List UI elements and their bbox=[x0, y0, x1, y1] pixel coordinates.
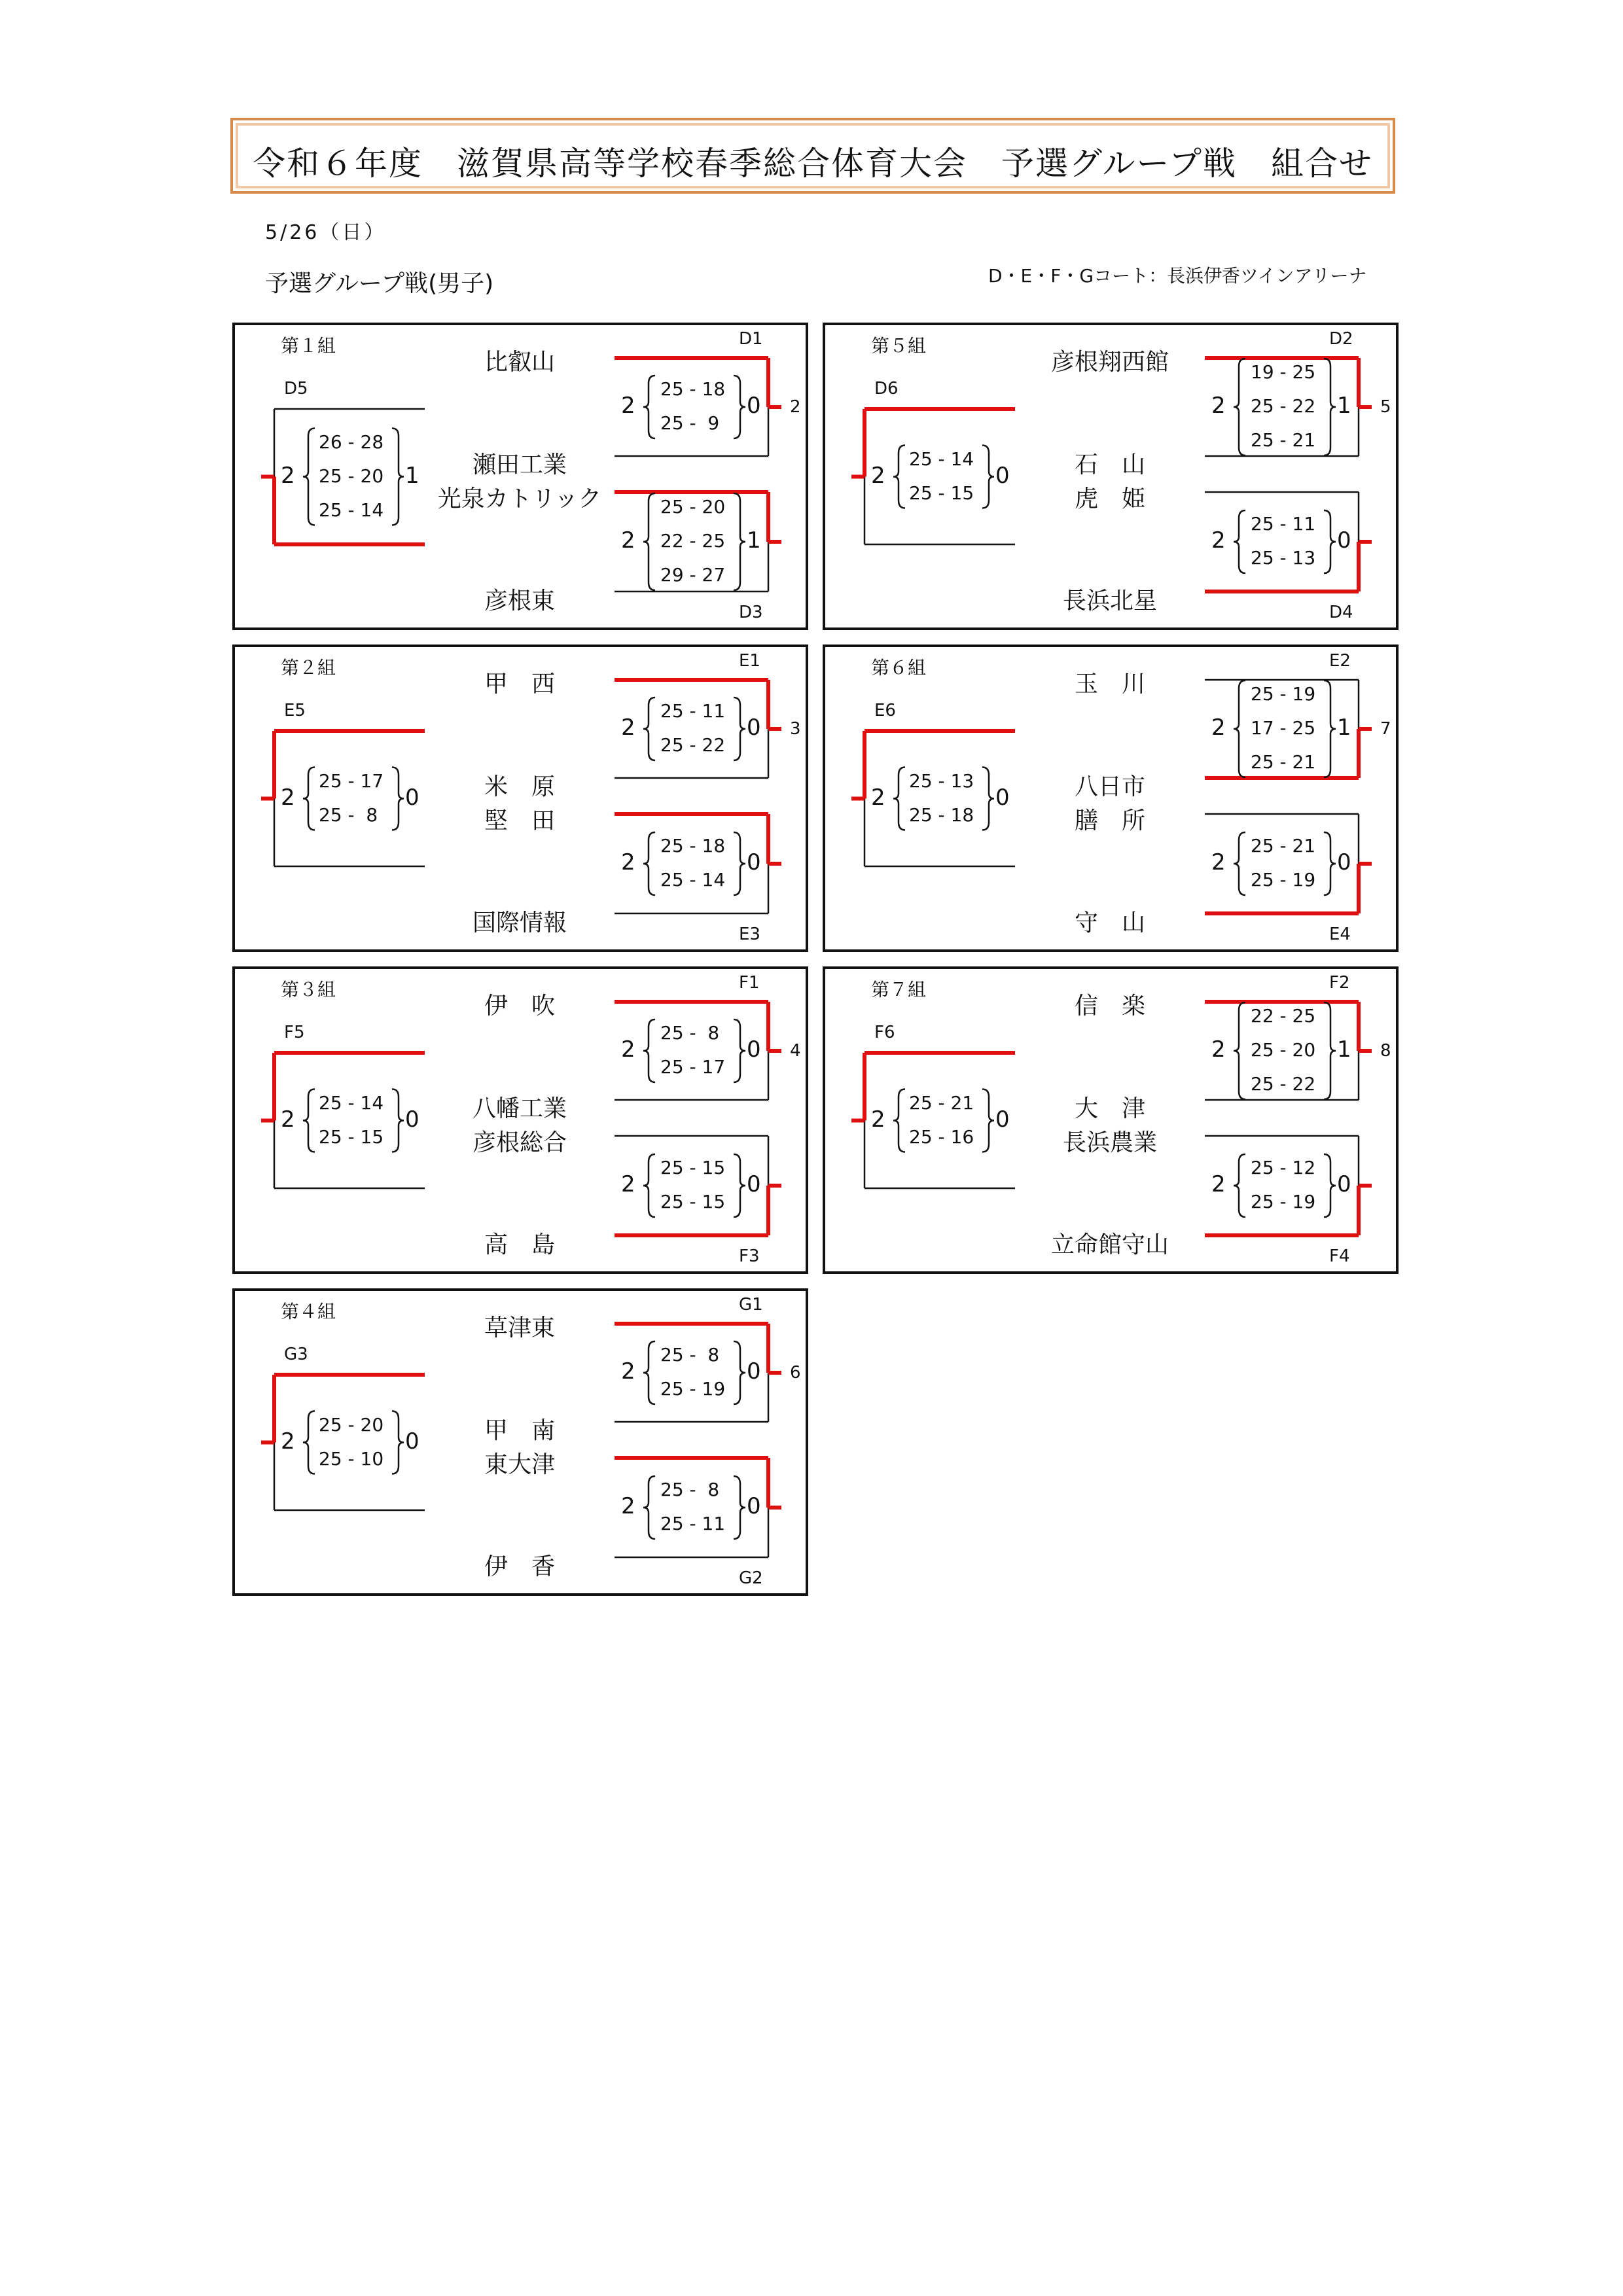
set-score: 19 - 25 bbox=[1251, 361, 1316, 383]
team-name: 伊 吹 bbox=[484, 993, 555, 1019]
right-brace bbox=[1324, 510, 1336, 573]
set-score: 25 - 15 bbox=[909, 482, 974, 504]
sets-won: 0 bbox=[995, 784, 1010, 811]
team-name: 彦根翔西館 bbox=[1050, 349, 1169, 376]
set-score: 25 - 21 bbox=[1251, 429, 1316, 451]
group-name: 第７組 bbox=[871, 979, 927, 1000]
final-number: 5 bbox=[1380, 397, 1391, 417]
group-5 bbox=[232, 966, 808, 1274]
court-code: F5 bbox=[284, 1023, 305, 1042]
group-3 bbox=[232, 645, 808, 952]
set-score: 25 - 20 bbox=[660, 496, 726, 518]
team-name: 甲 西 bbox=[484, 671, 555, 698]
set-score: 25 - 11 bbox=[1251, 513, 1316, 535]
group-name: 第１組 bbox=[281, 335, 336, 357]
left-brace bbox=[643, 832, 655, 895]
sets-won: 0 bbox=[747, 1493, 761, 1519]
team-name: 高 島 bbox=[484, 1231, 555, 1258]
final-number: 8 bbox=[1380, 1041, 1391, 1061]
right-brace bbox=[982, 446, 994, 508]
left-brace bbox=[1234, 359, 1245, 455]
final-number: 2 bbox=[790, 397, 801, 417]
sets-won: 2 bbox=[621, 1493, 635, 1519]
sets-won: 1 bbox=[1337, 393, 1351, 419]
sets-won: 2 bbox=[281, 1428, 295, 1455]
right-brace bbox=[1324, 359, 1336, 455]
group-4 bbox=[823, 645, 1399, 952]
set-score: 25 - 19 bbox=[1251, 683, 1316, 705]
right-brace bbox=[734, 832, 745, 895]
team-name: 膳 所 bbox=[1074, 807, 1145, 834]
set-score: 25 - 8 bbox=[319, 804, 378, 826]
sets-won: 0 bbox=[747, 393, 761, 419]
sets-won: 2 bbox=[1211, 849, 1226, 875]
sets-won: 1 bbox=[1337, 715, 1351, 741]
team-name: 瀬田工業 bbox=[472, 451, 567, 478]
left-brace bbox=[643, 493, 655, 590]
court-code: D2 bbox=[1329, 329, 1353, 349]
final-number: 6 bbox=[790, 1363, 801, 1383]
right-brace bbox=[1324, 832, 1336, 895]
left-brace bbox=[303, 429, 315, 525]
set-score: 25 - 8 bbox=[660, 1344, 720, 1366]
sets-won: 2 bbox=[621, 715, 635, 741]
set-score: 25 - 18 bbox=[660, 378, 726, 400]
set-score: 25 - 21 bbox=[909, 1091, 974, 1114]
left-brace bbox=[893, 768, 905, 830]
sets-won: 0 bbox=[747, 715, 761, 741]
court-code: E5 bbox=[284, 701, 306, 720]
final-number: 3 bbox=[790, 719, 801, 739]
sets-won: 0 bbox=[1337, 527, 1351, 554]
set-score: 26 - 28 bbox=[319, 431, 384, 453]
sets-won: 0 bbox=[405, 1106, 419, 1133]
court-code: G1 bbox=[739, 1295, 763, 1315]
team-name: 彦根東 bbox=[484, 588, 555, 614]
sets-won: 0 bbox=[747, 1358, 761, 1385]
sets-won: 2 bbox=[871, 784, 885, 811]
team-name: 光泉カトリック bbox=[437, 486, 602, 512]
sets-won: 2 bbox=[1211, 527, 1226, 554]
set-score: 25 - 17 bbox=[319, 769, 384, 792]
sets-won: 0 bbox=[747, 1171, 761, 1197]
set-score: 25 - 8 bbox=[660, 1022, 720, 1044]
left-brace bbox=[643, 1476, 655, 1539]
right-brace bbox=[734, 376, 745, 438]
team-name: 信 楽 bbox=[1074, 993, 1145, 1019]
title-box bbox=[230, 118, 1395, 194]
left-brace bbox=[893, 446, 905, 508]
right-brace bbox=[392, 429, 404, 525]
set-score: 25 - 11 bbox=[660, 1513, 726, 1534]
left-brace bbox=[893, 1089, 905, 1152]
right-brace bbox=[392, 1089, 404, 1152]
sets-won: 2 bbox=[621, 1358, 635, 1385]
sets-won: 0 bbox=[747, 1036, 761, 1063]
set-score: 25 - 19 bbox=[660, 1378, 726, 1400]
team-name: 大 津 bbox=[1074, 1095, 1145, 1122]
left-brace bbox=[303, 1089, 315, 1152]
team-name: 立命館守山 bbox=[1050, 1231, 1169, 1258]
left-brace bbox=[303, 1411, 315, 1474]
court-code: F1 bbox=[739, 973, 760, 993]
team-name: 八日市 bbox=[1074, 773, 1145, 800]
sets-won: 0 bbox=[995, 462, 1010, 489]
team-name: 八幡工業 bbox=[472, 1095, 567, 1122]
sets-won: 2 bbox=[621, 1171, 635, 1197]
set-score: 25 - 19 bbox=[1251, 1191, 1316, 1212]
team-name: 堅 田 bbox=[484, 807, 555, 834]
left-brace bbox=[1234, 1154, 1245, 1217]
left-brace bbox=[643, 1019, 655, 1082]
court-code: G3 bbox=[284, 1345, 308, 1364]
right-brace bbox=[734, 1341, 745, 1404]
team-name: 伊 香 bbox=[484, 1553, 555, 1580]
court-code: D4 bbox=[1329, 603, 1353, 622]
right-brace bbox=[734, 698, 745, 760]
venue-note: D・E・F・Gコート：長浜伊香ツインアリーナ bbox=[988, 265, 1367, 287]
team-name: 比叡山 bbox=[484, 349, 555, 376]
set-score: 25 - 15 bbox=[319, 1125, 384, 1148]
court-code: G2 bbox=[739, 1568, 763, 1588]
set-score: 25 - 18 bbox=[660, 835, 726, 857]
set-score: 25 - 15 bbox=[660, 1157, 726, 1178]
event-date: 5/26（日） bbox=[265, 221, 387, 244]
set-score: 25 - 20 bbox=[319, 1413, 384, 1436]
right-brace bbox=[392, 1411, 404, 1474]
sets-won: 1 bbox=[1337, 1036, 1351, 1063]
team-name: 虎 姫 bbox=[1074, 486, 1145, 512]
sets-won: 2 bbox=[281, 784, 295, 811]
set-score: 25 - 21 bbox=[1251, 835, 1316, 857]
section-heading: 予選グループ戦(男子) bbox=[265, 270, 494, 297]
right-brace bbox=[734, 1154, 745, 1217]
court-code: F2 bbox=[1329, 973, 1350, 993]
set-score: 25 - 22 bbox=[1251, 395, 1316, 417]
team-name: 甲 南 bbox=[484, 1417, 555, 1444]
set-score: 25 - 15 bbox=[660, 1191, 726, 1212]
set-score: 25 - 8 bbox=[660, 1479, 720, 1500]
court-code: D3 bbox=[739, 603, 763, 622]
sets-won: 2 bbox=[281, 1106, 295, 1133]
court-code: E4 bbox=[1329, 925, 1351, 944]
team-name: 長浜農業 bbox=[1062, 1129, 1157, 1156]
left-brace bbox=[643, 698, 655, 760]
sets-won: 0 bbox=[995, 1106, 1010, 1133]
right-brace bbox=[982, 1089, 994, 1152]
sets-won: 2 bbox=[871, 462, 885, 489]
set-score: 25 - 16 bbox=[909, 1125, 974, 1148]
team-name: 草津東 bbox=[484, 1315, 555, 1341]
group-2 bbox=[823, 323, 1399, 630]
group-name: 第６組 bbox=[871, 657, 927, 679]
sets-won: 0 bbox=[747, 849, 761, 875]
court-code: D5 bbox=[284, 379, 308, 398]
set-score: 25 - 22 bbox=[1251, 1073, 1316, 1095]
right-brace bbox=[982, 768, 994, 830]
right-brace bbox=[1324, 1154, 1336, 1217]
group-name: 第２組 bbox=[281, 657, 336, 679]
left-brace bbox=[1234, 510, 1245, 573]
set-score: 25 - 12 bbox=[1251, 1157, 1316, 1178]
court-code: E2 bbox=[1329, 651, 1351, 671]
group-6 bbox=[823, 966, 1399, 1274]
team-name: 守 山 bbox=[1074, 910, 1145, 936]
sets-won: 0 bbox=[1337, 849, 1351, 875]
set-score: 29 - 27 bbox=[660, 564, 726, 586]
set-score: 25 - 14 bbox=[319, 499, 384, 521]
team-name: 石 山 bbox=[1074, 451, 1145, 478]
set-score: 25 - 22 bbox=[660, 734, 726, 756]
team-name: 東大津 bbox=[484, 1451, 555, 1478]
set-score: 25 - 14 bbox=[660, 869, 726, 891]
left-brace bbox=[643, 376, 655, 438]
court-code: E6 bbox=[874, 701, 896, 720]
right-brace bbox=[734, 493, 745, 590]
set-score: 25 - 18 bbox=[909, 804, 974, 826]
set-score: 22 - 25 bbox=[1251, 1005, 1316, 1027]
left-brace bbox=[643, 1154, 655, 1217]
sets-won: 0 bbox=[1337, 1171, 1351, 1197]
set-score: 22 - 25 bbox=[660, 530, 726, 552]
set-score: 17 - 25 bbox=[1251, 717, 1316, 739]
left-brace bbox=[643, 1341, 655, 1404]
left-brace bbox=[1234, 680, 1245, 777]
set-score: 25 - 20 bbox=[1251, 1039, 1316, 1061]
set-score: 25 - 9 bbox=[660, 412, 720, 434]
team-name: 米 原 bbox=[484, 773, 555, 800]
sets-won: 2 bbox=[1211, 1036, 1226, 1063]
sets-won: 2 bbox=[1211, 1171, 1226, 1197]
sets-won: 2 bbox=[621, 1036, 635, 1063]
right-brace bbox=[734, 1476, 745, 1539]
final-number: 7 bbox=[1380, 719, 1391, 739]
left-brace bbox=[1234, 832, 1245, 895]
left-brace bbox=[303, 768, 315, 830]
court-code: F3 bbox=[739, 1246, 760, 1266]
team-name: 国際情報 bbox=[472, 910, 567, 936]
group-name: 第５組 bbox=[871, 335, 927, 357]
team-name: 長浜北星 bbox=[1062, 588, 1157, 614]
set-score: 25 - 14 bbox=[909, 448, 974, 470]
court-code: D6 bbox=[874, 379, 899, 398]
court-code: F4 bbox=[1329, 1246, 1350, 1266]
team-name: 彦根総合 bbox=[472, 1129, 567, 1156]
sets-won: 2 bbox=[1211, 715, 1226, 741]
sets-won: 2 bbox=[281, 462, 295, 489]
sets-won: 2 bbox=[621, 527, 635, 554]
right-brace bbox=[1324, 1002, 1336, 1099]
court-code: E1 bbox=[739, 651, 760, 671]
set-score: 25 - 11 bbox=[660, 700, 726, 722]
sets-won: 0 bbox=[405, 1428, 419, 1455]
group-name: 第３組 bbox=[281, 979, 336, 1000]
sets-won: 2 bbox=[621, 849, 635, 875]
set-score: 25 - 13 bbox=[1251, 547, 1316, 569]
court-code: D1 bbox=[739, 329, 763, 349]
team-name: 玉 川 bbox=[1074, 671, 1145, 698]
set-score: 25 - 13 bbox=[909, 769, 974, 792]
court-code: E3 bbox=[739, 925, 760, 944]
final-number: 4 bbox=[790, 1041, 801, 1061]
sets-won: 0 bbox=[405, 784, 419, 811]
sets-won: 1 bbox=[747, 527, 761, 554]
page-title: 令和６年度 滋賀県高等学校春季総合体育大会 予選グループ戦 組合せ bbox=[253, 145, 1373, 183]
right-brace bbox=[1324, 680, 1336, 777]
group-1 bbox=[232, 323, 808, 630]
group-name: 第４組 bbox=[281, 1301, 336, 1322]
sets-won: 1 bbox=[405, 462, 419, 489]
left-brace bbox=[1234, 1002, 1245, 1099]
right-brace bbox=[392, 768, 404, 830]
court-code: F6 bbox=[874, 1023, 895, 1042]
sets-won: 2 bbox=[1211, 393, 1226, 419]
sets-won: 2 bbox=[871, 1106, 885, 1133]
group-7 bbox=[232, 1288, 808, 1596]
set-score: 25 - 17 bbox=[660, 1056, 726, 1078]
set-score: 25 - 20 bbox=[319, 465, 384, 487]
set-score: 25 - 21 bbox=[1251, 751, 1316, 773]
set-score: 25 - 14 bbox=[319, 1091, 384, 1114]
set-score: 25 - 19 bbox=[1251, 869, 1316, 891]
set-score: 25 - 10 bbox=[319, 1447, 384, 1470]
right-brace bbox=[734, 1019, 745, 1082]
sets-won: 2 bbox=[621, 393, 635, 419]
